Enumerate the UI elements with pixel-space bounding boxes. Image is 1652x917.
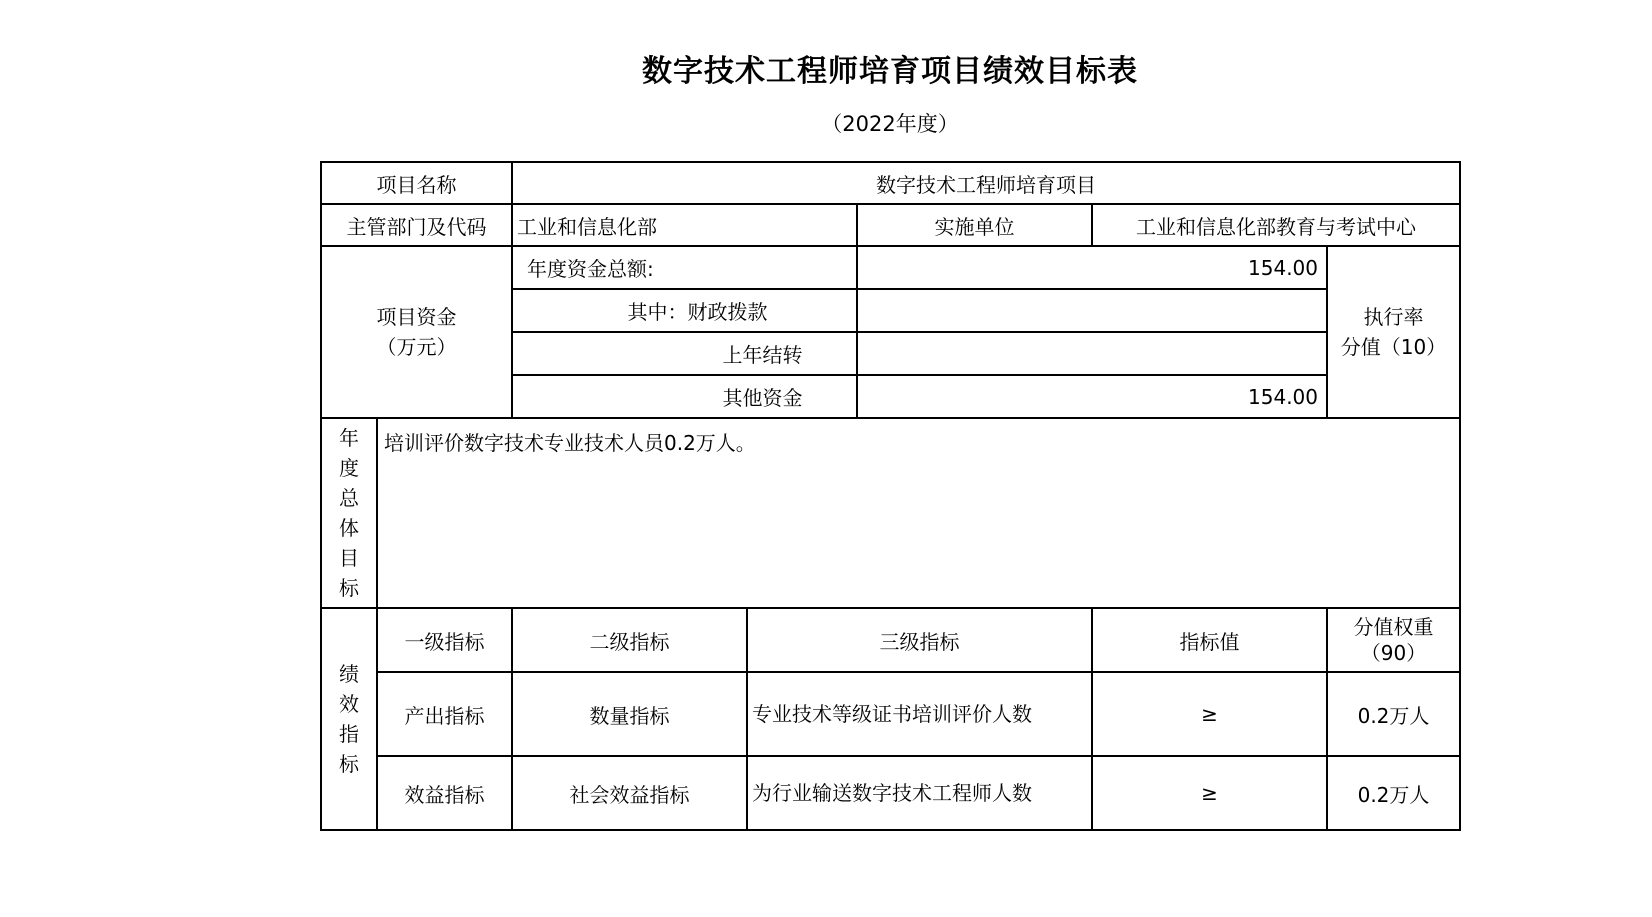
row2-level2: 社会效益指标	[512, 756, 747, 830]
row-annual-goal	[321, 418, 1460, 608]
funds-total-label: 年度资金总额:	[512, 246, 857, 289]
row1-value: ≥	[1092, 672, 1327, 756]
table-row	[321, 756, 1460, 830]
funds-fiscal-value	[857, 289, 1327, 332]
row-department	[321, 204, 1460, 246]
execution-rate-label	[1327, 246, 1460, 418]
page-subtitle: （2022年度）	[821, 112, 959, 136]
page-title: 数字技术工程师培育项目绩效目标表	[642, 54, 1138, 89]
performance-table	[320, 161, 1461, 831]
row-indicator-headers	[321, 608, 1460, 672]
funds-label-line2: （万元）	[376, 335, 457, 359]
row1-level2: 数量指标	[512, 672, 747, 756]
row2-level3: 为行业输送数字技术工程师人数	[747, 756, 1092, 830]
funds-label	[321, 246, 512, 418]
funds-fiscal-label: 其中：财政拨款	[512, 289, 857, 332]
header-level3: 三级指标	[747, 608, 1092, 672]
execution-rate-line2: 分值（10）	[1340, 335, 1447, 359]
row2-weight: 0.2万人	[1327, 756, 1460, 830]
department-value: 工业和信息化部	[512, 204, 857, 246]
header-weight	[1327, 608, 1460, 672]
funds-label-line1: 项目资金	[376, 305, 457, 329]
row1-level1: 产出指标	[377, 672, 512, 756]
row2-level1: 效益指标	[377, 756, 512, 830]
execution-rate-line1: 执行率	[1363, 305, 1424, 329]
indicators-section-label	[321, 608, 377, 830]
project-name-label: 项目名称	[321, 162, 512, 204]
funds-carryover-value	[857, 332, 1327, 375]
header-level1: 一级指标	[377, 608, 512, 672]
indicators-section-label-text: 绩效指标	[339, 662, 359, 776]
annual-goal-label	[321, 418, 377, 608]
row1-weight: 0.2万人	[1327, 672, 1460, 756]
header-level2: 二级指标	[512, 608, 747, 672]
department-label: 主管部门及代码	[321, 204, 512, 246]
table-row	[321, 672, 1460, 756]
annual-goal-text: 培训评价数字技术专业技术人员0.2万人。	[377, 418, 1460, 608]
row1-level3: 专业技术等级证书培训评价人数	[747, 672, 1092, 756]
header-value: 指标值	[1092, 608, 1327, 672]
funds-other-value: 154.00	[857, 375, 1327, 418]
implementing-unit-value: 工业和信息化部教育与考试中心	[1092, 204, 1460, 246]
annual-goal-label-text: 年度总体目标	[339, 426, 359, 600]
row-project-name	[321, 162, 1460, 204]
row2-value: ≥	[1092, 756, 1327, 830]
header-weight-line1: 分值权重	[1353, 615, 1434, 639]
implementing-unit-label: 实施单位	[857, 204, 1092, 246]
header-weight-line2: （90）	[1360, 641, 1427, 665]
row-funds-total	[321, 246, 1460, 289]
funds-other-label: 其他资金	[512, 375, 857, 418]
funds-carryover-label: 上年结转	[512, 332, 857, 375]
project-name-value: 数字技术工程师培育项目	[512, 162, 1460, 204]
funds-total-value: 154.00	[857, 246, 1327, 289]
